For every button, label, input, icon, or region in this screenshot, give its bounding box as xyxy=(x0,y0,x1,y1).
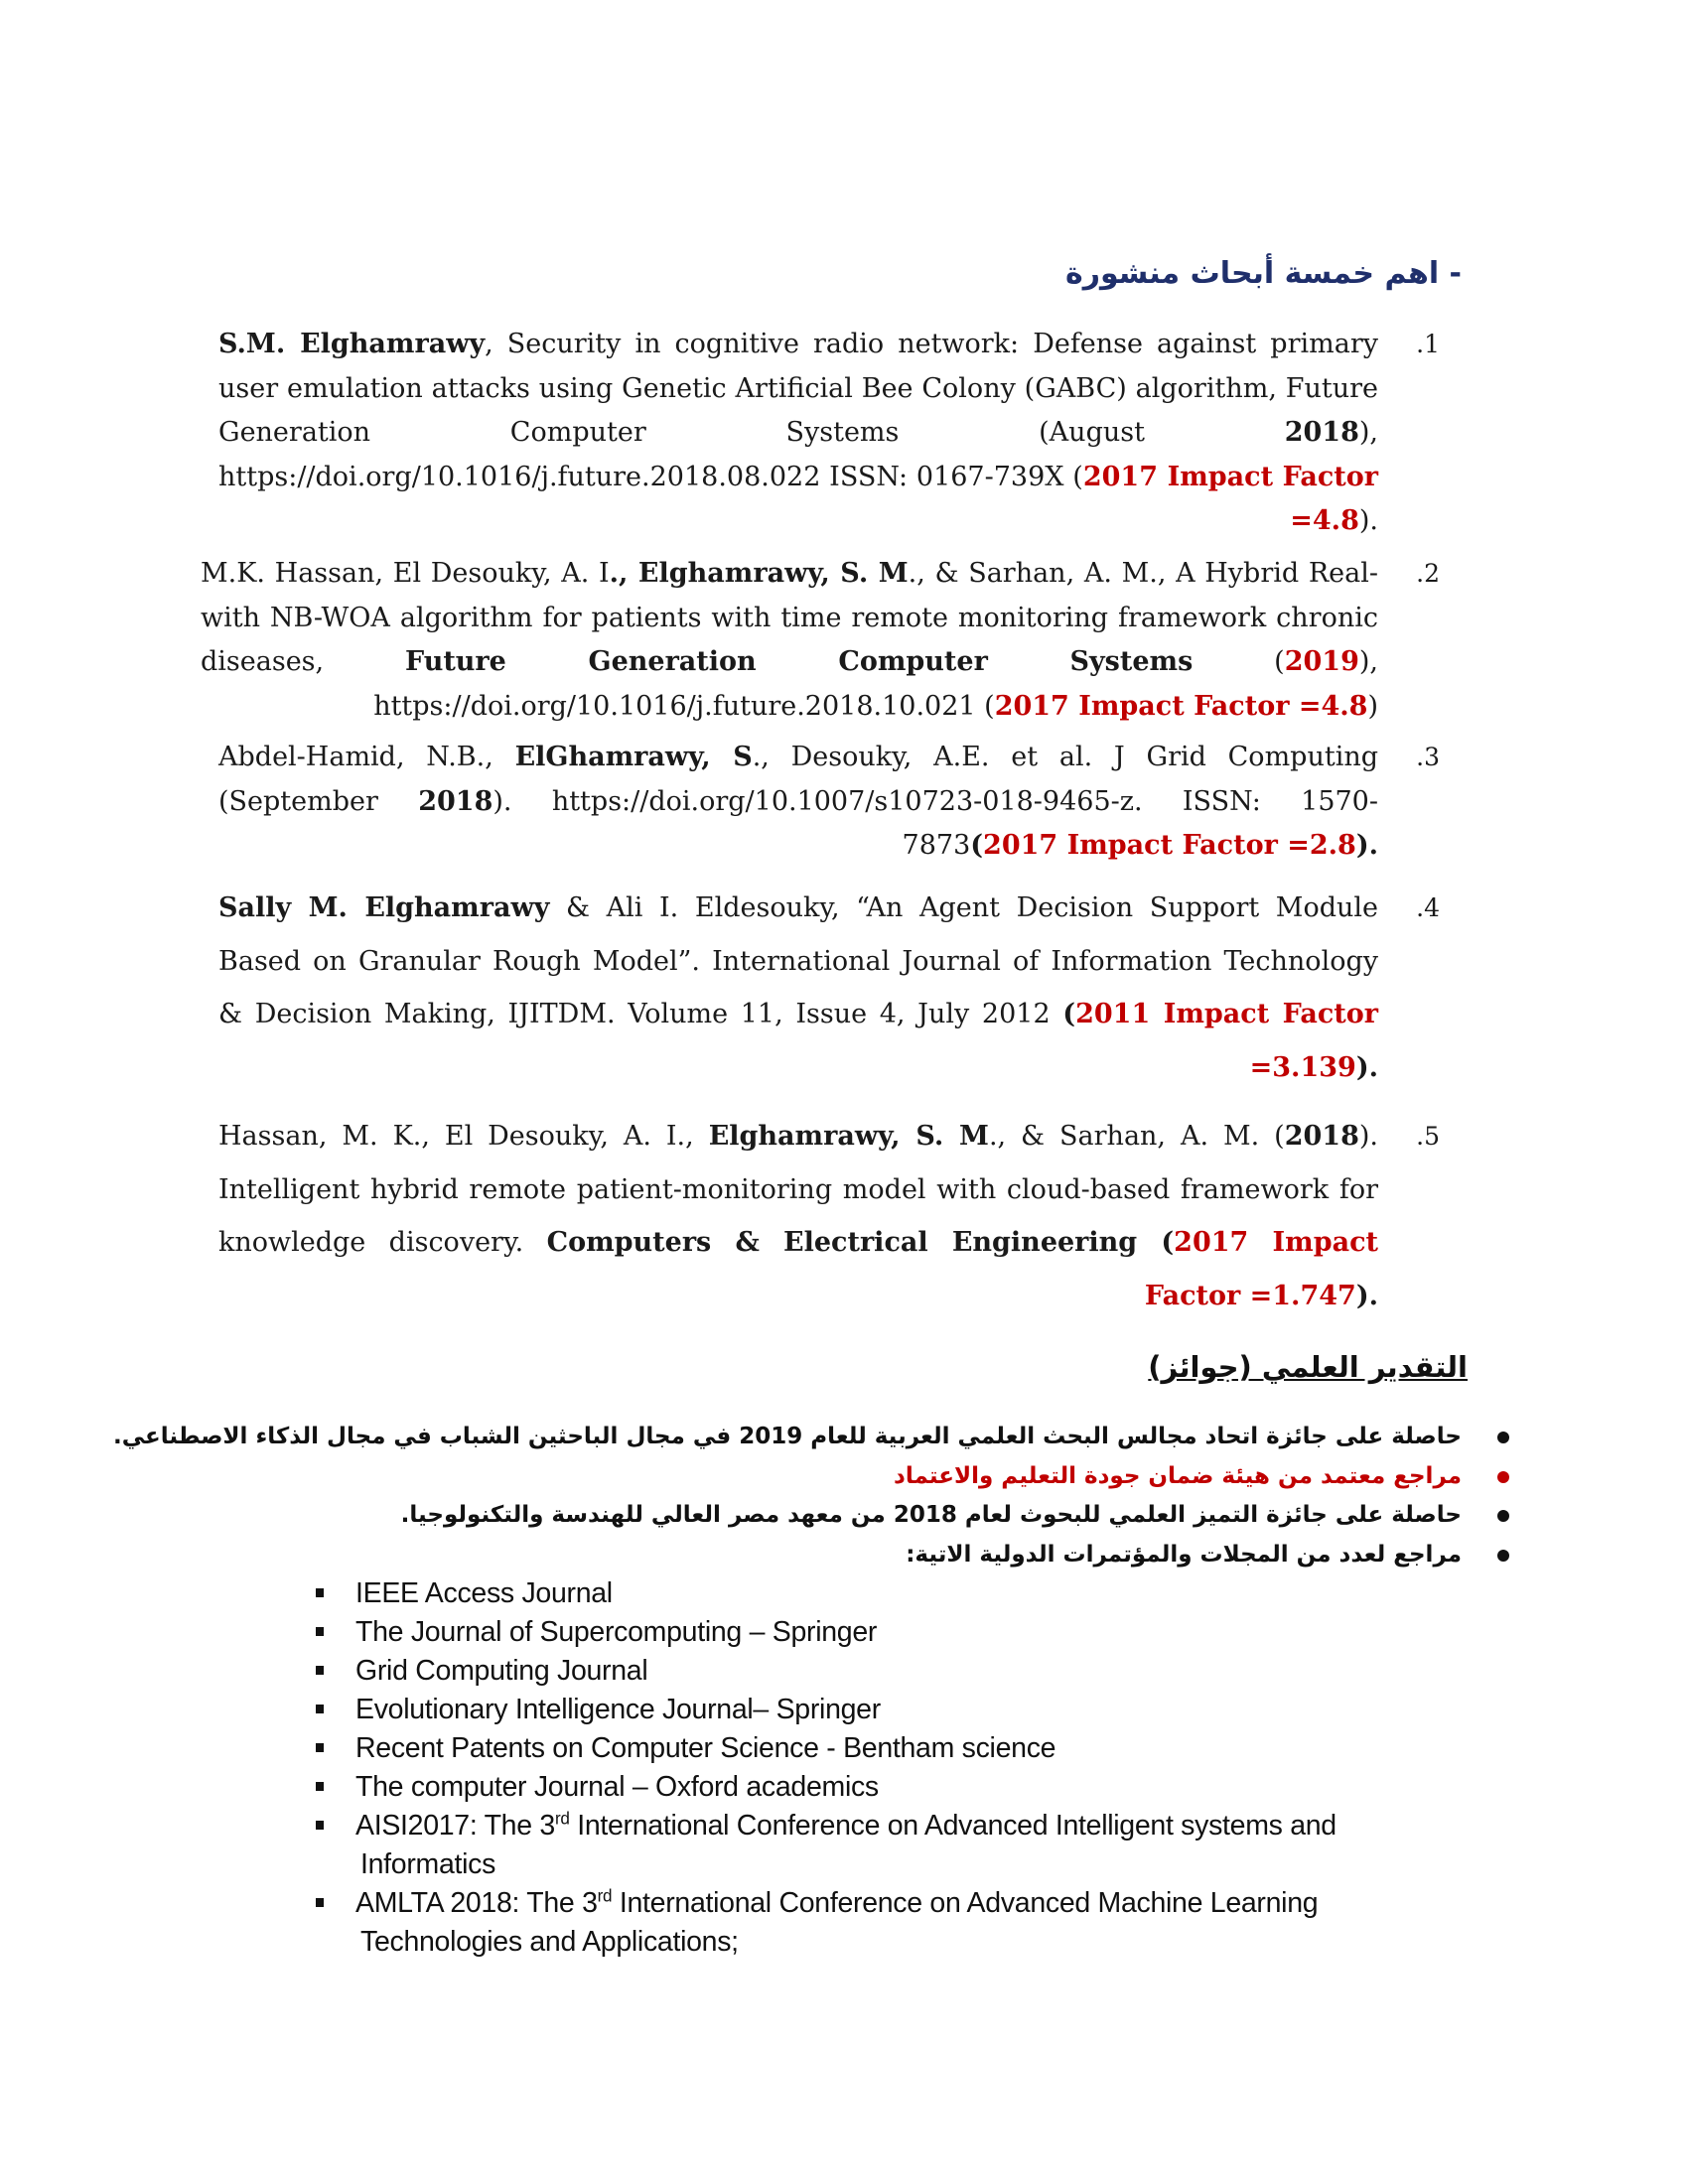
publication-item xyxy=(218,736,1440,869)
citation-end: ). xyxy=(1355,830,1378,861)
reviewer-item xyxy=(316,1807,1458,1884)
citation-end: ) xyxy=(1367,690,1378,722)
award-text: حاصلة على جائزة اتحاد مجالس البحث العلمي العربية للعام 2019 في مجال الباحثين الشباب في مجال الذكاء الاصطناعي. xyxy=(113,1424,1462,1449)
awards-list xyxy=(113,1418,1462,1574)
award-item xyxy=(220,1536,1462,1575)
journal-name: Computers & Electrical Engineering xyxy=(546,1227,1138,1258)
publication-year: 2018 xyxy=(418,785,493,817)
award-text: مراجع معتمد من هيئة ضمان جودة التعليم والاعتماد xyxy=(894,1462,1462,1489)
publication-year: 2018 xyxy=(1284,1121,1359,1152)
reviewer-text: Grid Computing Journal xyxy=(355,1655,648,1687)
publication-number: .4 xyxy=(1416,893,1440,922)
publication-item xyxy=(218,882,1440,1094)
bullet-icon xyxy=(1497,1510,1509,1522)
reviewer-item xyxy=(316,1613,1458,1652)
reviewer-text-continued: Informatics xyxy=(360,1848,496,1880)
publication-number: .5 xyxy=(1416,1122,1440,1151)
square-bullet-icon xyxy=(316,1705,324,1713)
publication-item xyxy=(201,552,1440,729)
author-name: ElGhamrawy, S xyxy=(514,742,753,772)
author-name: Sally M. Elghamrawy xyxy=(218,892,550,923)
citation-text: & Ali I. Eldesouky, “An Agent Decision Support Module Based on Granular Rough Model”. International Journal of Information Technology & Decision Making, IJITDM. Volume 11, Issue 4, July 2012 xyxy=(218,892,1378,1029)
reviewer-text: Recent Patents on Computer Science - Bentham science xyxy=(355,1732,1056,1764)
square-bullet-icon xyxy=(316,1782,324,1791)
award-text: حاصلة على جائزة التميز العلمي للبحوث لعام 2018 من معهد مصر العالي للهندسة والتكنولوجيا. xyxy=(400,1502,1462,1528)
citation-text: ., & Sarhan, A. M., A Hybrid Real-with NB-WOA algorithm for patients with time remote monitoring framework chronic diseases, xyxy=(201,558,1379,677)
award-item xyxy=(113,1418,1462,1457)
award-item xyxy=(220,1496,1462,1536)
square-bullet-icon xyxy=(316,1743,324,1752)
awards-heading: التقدير العلمي (جوائز) xyxy=(1148,1350,1468,1384)
author-name: ., Elghamrawy, S. M xyxy=(609,558,909,589)
reviewer-list xyxy=(316,1574,1458,1962)
reviewer-text: AMLTA 2018: The 3 xyxy=(355,1887,598,1919)
citation-text: ., Desouky, A.E. et al. J Grid Computing (September xyxy=(218,742,1379,817)
superscript: rd xyxy=(554,1809,570,1829)
citation-text: Abdel-Hamid, N.B., xyxy=(218,742,515,772)
square-bullet-icon xyxy=(316,1666,324,1675)
reviewer-text: International Conference on Advanced Intelligent systems and xyxy=(569,1810,1336,1842)
bullet-icon xyxy=(1497,1471,1509,1483)
impact-open-paren: ( xyxy=(1137,1227,1175,1258)
citation-text: Hassan, M. K., El Desouky, A. I., xyxy=(218,1121,709,1152)
reviewer-item xyxy=(316,1884,1458,1962)
author-name: S.M. Elghamrawy xyxy=(218,329,486,359)
publication-year: 2019 xyxy=(1284,646,1359,677)
reviewer-text: International Conference on Advanced Machine Learning xyxy=(612,1887,1319,1919)
impact-open-paren: ( xyxy=(970,830,984,861)
citation-end: ). xyxy=(1355,1280,1378,1311)
award-text: مراجع لعدد من المجلات والمؤتمرات الدولية الاتية: xyxy=(906,1541,1462,1568)
reviewer-item xyxy=(316,1574,1458,1613)
award-item xyxy=(220,1457,1462,1497)
citation-text: ), https://doi.org/10.1016/j.future.2018.10.021 ( xyxy=(373,646,1378,722)
citation-text: ). https://doi.org/10.1007/s10723-018-9465-z. ISSN: 1570-7873 xyxy=(492,785,1378,861)
impact-factor: 2017 Impact Factor =1.747 xyxy=(1144,1227,1378,1311)
citation-text: ( xyxy=(1193,646,1285,677)
reviewer-text: The computer Journal – Oxford academics xyxy=(355,1771,879,1803)
citation-text: ). Intelligent hybrid remote patient-monitoring model with cloud-based framework for knowledge discovery. xyxy=(218,1121,1379,1258)
impact-factor: 2017 Impact Factor =2.8 xyxy=(983,830,1356,861)
citation-end: ). xyxy=(1355,1051,1378,1083)
reviewer-text-continued: Technologies and Applications; xyxy=(360,1926,739,1958)
citation-text: ), https://doi.org/10.1016/j.future.2018.08.022 ISSN: 0167-739X ( xyxy=(218,417,1378,492)
reviewer-item xyxy=(316,1691,1458,1729)
author-name: Elghamrawy, S. M xyxy=(708,1121,989,1152)
bullet-icon xyxy=(1497,1550,1509,1562)
citation-text: M.K. Hassan, El Desouky, A. I xyxy=(201,558,610,589)
publication-number: .2 xyxy=(1416,559,1440,588)
citation-text: ., & Sarhan, A. M. ( xyxy=(988,1121,1285,1152)
impact-factor: 2017 Impact Factor =4.8 xyxy=(1082,461,1379,536)
publications-heading: - اهم خمسة أبحاث منشورة xyxy=(1064,256,1462,291)
reviewer-text: The Journal of Supercomputing – Springer xyxy=(355,1616,878,1648)
publication-item xyxy=(218,1110,1440,1322)
reviewer-text: IEEE Access Journal xyxy=(355,1577,613,1609)
reviewer-item xyxy=(316,1768,1458,1807)
impact-factor: 2011 Impact Factor =3.139 xyxy=(1075,999,1378,1083)
reviewer-item xyxy=(316,1652,1458,1691)
square-bullet-icon xyxy=(316,1588,324,1597)
reviewer-text: Evolutionary Intelligence Journal– Springer xyxy=(355,1694,881,1725)
impact-open-paren: ( xyxy=(1062,999,1076,1029)
publication-item xyxy=(218,323,1440,544)
square-bullet-icon xyxy=(316,1821,324,1830)
reviewer-text: AISI2017: The 3 xyxy=(355,1810,555,1842)
publication-year: 2018 xyxy=(1284,417,1359,448)
impact-factor: 2017 Impact Factor =4.8 xyxy=(994,690,1368,722)
publication-number: .3 xyxy=(1416,743,1440,771)
square-bullet-icon xyxy=(316,1627,324,1636)
square-bullet-icon xyxy=(316,1898,324,1907)
citation-end: ). xyxy=(1358,505,1378,536)
publication-number: .1 xyxy=(1416,330,1440,358)
superscript: rd xyxy=(597,1886,613,1906)
citation-text: , Security in cognitive radio network: Defense against primary user emulation attacks using Genetic Artificial Bee Colony (GABC) algorithm, Future Generation Computer Systems (August xyxy=(218,329,1378,448)
reviewer-item xyxy=(316,1729,1458,1768)
journal-name: Future Generation Computer Systems xyxy=(405,646,1194,677)
bullet-icon xyxy=(1497,1432,1509,1443)
